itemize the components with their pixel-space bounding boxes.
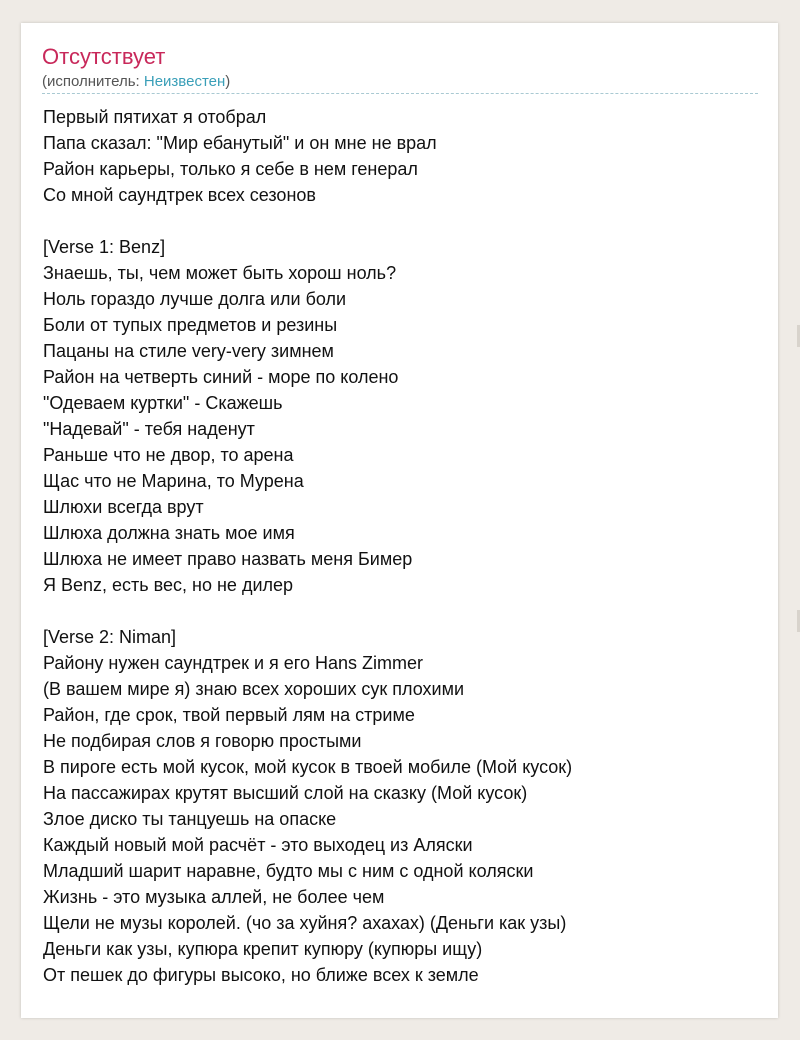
- lyric-line: Первый пятихат я отобрал: [43, 107, 267, 127]
- lyrics-card: [21, 23, 778, 1018]
- lyric-line: В пироге есть мой кусок, мой кусок в твоей мобиле (Мой кусок): [43, 757, 573, 777]
- lyric-line: Пацаны на стиле very-very зимнем: [43, 341, 334, 361]
- lyric-line: Шлюха не имеет право назвать меня Бимер: [43, 549, 413, 569]
- lyric-line: Со мной саундтрек всех сезонов: [43, 185, 316, 205]
- artist-prefix: (исполнитель:: [42, 73, 144, 90]
- lyric-line: Злое диско ты танцуешь на опаске: [43, 809, 337, 829]
- lyric-line: Шлюха должна знать мое имя: [43, 523, 295, 543]
- lyric-line: На пассажирах крутят высший слой на сказку (Мой кусок): [43, 783, 528, 803]
- lyric-line: Район на четверть синий - море по колено: [43, 367, 399, 387]
- lyric-line: [Verse 1: Benz]: [43, 237, 166, 257]
- lyric-line: Щели не музы королей. (чо за хуйня? ахахах) (Деньги как узы): [43, 913, 567, 933]
- lyric-line: Не подбирая слов я говорю простыми: [43, 731, 362, 751]
- lyric-line: "Надевай" - тебя наденут: [43, 419, 255, 439]
- lyric-line: Боли от тупых предметов и резины: [43, 315, 338, 335]
- lyric-line: Жизнь - это музыка аллей, не более чем: [43, 887, 385, 907]
- lyric-line: Деньги как узы, купюра крепит купюру (купюры ищу): [43, 939, 483, 959]
- lyric-line: Папа сказал: "Мир ебанутый" и он мне не врал: [43, 133, 437, 153]
- artist-line: [42, 72, 230, 92]
- title-divider: [42, 93, 758, 94]
- song-title: Отсутствует: [42, 44, 166, 69]
- lyric-line: [Verse 2: Niman]: [43, 627, 177, 647]
- lyric-line: Я Benz, есть вес, но не дилер: [43, 575, 294, 595]
- lyric-line: Младший шарит наравне, будто мы с ним с одной коляски: [43, 861, 534, 881]
- lyric-line: [43, 598, 763, 624]
- lyric-line: Знаешь, ты, чем может быть хорош ноль?: [43, 263, 397, 283]
- lyric-line: [43, 208, 763, 234]
- lyric-line: Раньше что не двор, то арена: [43, 445, 294, 465]
- lyric-line: От пешек до фигуры высоко, но ближе всех к земле: [43, 965, 479, 985]
- lyrics-text: [43, 104, 763, 988]
- lyric-line: (В вашем мире я) знаю всех хороших сук плохими: [43, 679, 465, 699]
- lyric-line: Ноль гораздо лучше долга или боли: [43, 289, 347, 309]
- lyric-line: "Одеваем куртки" - Скажешь: [43, 393, 283, 413]
- artist-suffix: ): [225, 73, 231, 90]
- lyric-line: Щас что не Марина, то Мурена: [43, 471, 304, 491]
- artist-link[interactable]: Неизвестен: [143, 73, 226, 90]
- lyric-line: Каждый новый мой расчёт - это выходец из Аляски: [43, 835, 473, 855]
- lyric-line: Район, где срок, твой первый лям на стриме: [43, 705, 415, 725]
- lyric-line: Район карьеры, только я себе в нем генерал: [43, 159, 418, 179]
- lyric-line: Району нужен саундтрек и я его Hans Zimmer: [43, 653, 423, 673]
- lyric-line: Шлюхи всегда врут: [43, 497, 204, 517]
